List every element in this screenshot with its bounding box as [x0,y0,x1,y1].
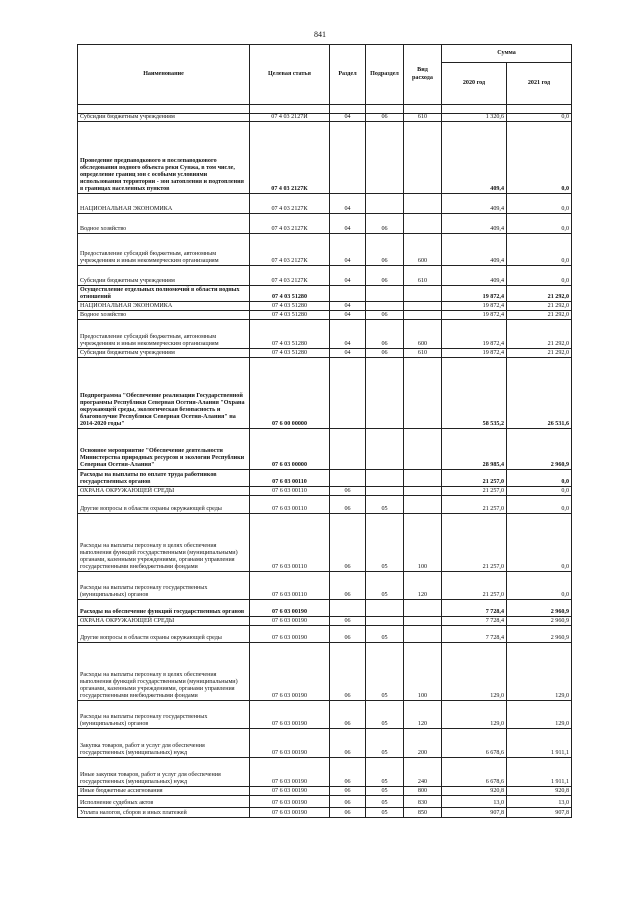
row-sum-2020-cell: 21 257,0 [442,487,507,496]
row-expense-type-cell [404,311,442,320]
row-subsection-cell: 05 [366,796,404,808]
row-sum-2020-cell: 28 985,4 [442,429,507,470]
row-sum-2021-cell: 0,0 [507,572,572,600]
row-subsection-cell [366,286,404,302]
row-sum-2020-cell: 409,4 [442,214,507,234]
row-sum-2020-cell: 129,0 [442,643,507,701]
row-section-cell: 06 [330,796,366,808]
table-row [78,496,572,514]
row-section-cell: 06 [330,496,366,514]
table-row [78,286,572,302]
row-name-cell: Расходы на выплаты персоналу государственных (муниципальных) органов [78,572,250,600]
row-section-cell: 04 [330,320,366,349]
table-row [78,600,572,617]
row-name-cell: Расходы на выплаты персоналу в целях обеспечения выполнения функций государственными (муниципальными) органами, казенными учреждениями, органами управления государственными внебюджетными фондами [78,514,250,572]
row-section-cell: 04 [330,302,366,311]
row-name-cell: Субсидии бюджетным учреждениям [78,349,250,358]
row-section-cell: 04 [330,194,366,214]
row-name-cell: НАЦИОНАЛЬНАЯ ЭКОНОМИКА [78,302,250,311]
table-row [78,701,572,729]
row-expense-type-cell [404,626,442,643]
row-section-cell: 04 [330,311,366,320]
table-row [78,349,572,358]
row-subsection-cell: 05 [366,787,404,796]
row-section-cell [330,600,366,617]
header-name: Наименование [78,45,250,105]
row-section-cell: 06 [330,729,366,758]
row-sum-2021-cell: 1 911,1 [507,758,572,787]
row-section-cell [330,470,366,487]
row-expense-type-cell: 610 [404,266,442,286]
table-row [78,626,572,643]
row-section-cell: 04 [330,266,366,286]
row-sum-2020-cell: 21 257,0 [442,572,507,600]
table-row [78,194,572,214]
row-sum-2020-cell: 21 257,0 [442,496,507,514]
table-row [78,808,572,818]
row-expense-type-cell [404,358,442,429]
row-sum-2020-cell: 6 678,6 [442,729,507,758]
row-sum-2020-cell: 13,0 [442,796,507,808]
row-target-code-cell: 07 4 03 2127К [250,234,330,266]
row-section-cell: 06 [330,514,366,572]
row-target-code-cell: 07 6 03 00110 [250,572,330,600]
row-name-cell: Иные закупки товаров, работ и услуг для обеспечения государственных (муниципальных) нужд [78,758,250,787]
row-target-code-cell: 07 6 03 00110 [250,496,330,514]
row-section-cell: 06 [330,758,366,787]
row-name-cell: Предоставление субсидий бюджетным, автономным учреждениям и иным некоммерческим организациям [78,234,250,266]
row-section-cell [330,429,366,470]
row-subsection-cell [366,617,404,626]
table-row [78,643,572,701]
table-row [78,470,572,487]
row-sum-2020-cell: 7 728,4 [442,600,507,617]
budget-table [77,44,572,818]
row-subsection-cell: 05 [366,514,404,572]
row-expense-type-cell: 120 [404,701,442,729]
row-expense-type-cell: 100 [404,514,442,572]
row-name-cell: НАЦИОНАЛЬНАЯ ЭКОНОМИКА [78,194,250,214]
row-expense-type-cell [404,194,442,214]
row-name-cell: Иные бюджетные ассигнования [78,787,250,796]
table-row [78,234,572,266]
row-target-code-cell: 07 4 03 51280 [250,349,330,358]
row-sum-2020-cell: 7 728,4 [442,626,507,643]
row-expense-type-cell: 830 [404,796,442,808]
row-subsection-cell [366,358,404,429]
row-sum-2021-cell: 0,0 [507,487,572,496]
row-expense-type-cell: 610 [404,349,442,358]
row-sum-2020-cell: 21 257,0 [442,470,507,487]
row-expense-type-cell [404,470,442,487]
table-row [78,214,572,234]
row-name-cell: Исполнение судебных актов [78,796,250,808]
row-subsection-cell [366,487,404,496]
row-subsection-cell: 05 [366,729,404,758]
row-sum-2021-cell: 13,0 [507,796,572,808]
row-subsection-cell: 05 [366,808,404,818]
row-section-cell: 04 [330,214,366,234]
header-year-2020: 2020 год [442,63,507,105]
row-subsection-cell [366,600,404,617]
table-header [78,45,572,114]
row-target-code-cell: 07 6 03 00190 [250,626,330,643]
row-section-cell: 06 [330,617,366,626]
row-sum-2021-cell: 0,0 [507,234,572,266]
row-expense-type-cell: 120 [404,572,442,600]
row-expense-type-cell [404,617,442,626]
table-row [78,122,572,194]
row-sum-2020-cell: 907,8 [442,808,507,818]
table-body [78,114,572,818]
row-sum-2021-cell: 0,0 [507,214,572,234]
row-sum-2021-cell: 0,0 [507,194,572,214]
row-name-cell: ОХРАНА ОКРУЖАЮЩЕЙ СРЕДЫ [78,617,250,626]
row-name-cell: Осуществление отдельных полномочий в области водных отношений [78,286,250,302]
table-row [78,311,572,320]
row-section-cell: 06 [330,572,366,600]
row-section-cell: 06 [330,643,366,701]
row-expense-type-cell [404,496,442,514]
row-name-cell: Проведение предпаводкового и послепаводкового обследования водного объекта реки Сунжа, в том числе, определение границ зон с особыми условиями использования территории - зон затопления и подтопления в границах населенных пунктов [78,122,250,194]
row-subsection-cell: 06 [366,349,404,358]
row-subsection-cell: 05 [366,572,404,600]
row-expense-type-cell [404,302,442,311]
table-row [78,617,572,626]
row-target-code-cell: 07 6 03 00190 [250,758,330,787]
table-row [78,358,572,429]
row-subsection-cell: 06 [366,320,404,349]
row-target-code-cell: 07 6 03 00190 [250,617,330,626]
row-sum-2021-cell: 21 292,0 [507,349,572,358]
row-sum-2021-cell: 2 960,9 [507,600,572,617]
row-section-cell: 06 [330,808,366,818]
row-expense-type-cell [404,214,442,234]
row-target-code-cell: 07 6 03 00190 [250,787,330,796]
row-section-cell: 06 [330,487,366,496]
row-sum-2021-cell: 129,0 [507,643,572,701]
row-sum-2020-cell: 920,8 [442,787,507,796]
row-target-code-cell: 07 4 03 51280 [250,302,330,311]
row-name-cell: Субсидии бюджетным учреждениям [78,266,250,286]
table-row [78,429,572,470]
row-sum-2020-cell: 409,4 [442,122,507,194]
row-section-cell: 04 [330,349,366,358]
row-name-cell: Расходы на выплаты по оплате труда работников государственных органов [78,470,250,487]
row-sum-2021-cell: 0,0 [507,514,572,572]
row-expense-type-cell: 240 [404,758,442,787]
row-sum-2021-cell: 920,8 [507,787,572,796]
row-sum-2020-cell: 7 728,4 [442,617,507,626]
spacer-cell [250,105,330,114]
spacer-cell [330,105,366,114]
row-target-code-cell: 07 4 03 51280 [250,286,330,302]
row-subsection-cell [366,429,404,470]
row-sum-2021-cell: 2 960,9 [507,429,572,470]
row-sum-2020-cell: 19 872,4 [442,286,507,302]
row-expense-type-cell [404,122,442,194]
row-expense-type-cell: 800 [404,787,442,796]
row-subsection-cell: 06 [366,214,404,234]
row-section-cell [330,358,366,429]
spacer-cell [507,105,572,114]
row-target-code-cell: 07 6 00 00000 [250,358,330,429]
row-target-code-cell: 07 6 03 00110 [250,487,330,496]
row-sum-2020-cell: 19 872,4 [442,349,507,358]
page-number: 841 [314,30,326,39]
spacer-cell [366,105,404,114]
header-year-2021: 2021 год [507,63,572,105]
row-sum-2021-cell: 0,0 [507,266,572,286]
row-name-cell: Закупка товаров, работ и услуг для обеспечения государственных (муниципальных) нужд [78,729,250,758]
row-name-cell: Водное хозяйство [78,214,250,234]
row-section-cell [330,122,366,194]
row-name-cell: Другие вопросы в области охраны окружающей среды [78,626,250,643]
header-section: Раздел [330,45,366,105]
row-expense-type-cell [404,600,442,617]
row-sum-2021-cell: 21 292,0 [507,311,572,320]
row-subsection-cell: 06 [366,266,404,286]
row-name-cell: Уплата налогов, сборов и иных платежей [78,808,250,818]
table-row [78,572,572,600]
row-sum-2021-cell: 907,8 [507,808,572,818]
row-expense-type-cell [404,286,442,302]
row-section-cell: 06 [330,626,366,643]
row-sum-2021-cell: 0,0 [507,470,572,487]
row-target-code-cell: 07 4 03 2127И [250,114,330,122]
row-sum-2021-cell: 0,0 [507,114,572,122]
table-row [78,114,572,122]
table-row [78,514,572,572]
table-row [78,266,572,286]
row-sum-2021-cell: 0,0 [507,122,572,194]
row-name-cell: Предоставление субсидий бюджетным, автономным учреждениям и иным некоммерческим организациям [78,320,250,349]
row-subsection-cell: 06 [366,114,404,122]
row-sum-2020-cell: 19 872,4 [442,311,507,320]
row-expense-type-cell: 600 [404,234,442,266]
row-section-cell: 04 [330,114,366,122]
row-expense-type-cell: 200 [404,729,442,758]
row-target-code-cell: 07 6 03 00000 [250,429,330,470]
spacer-cell [442,105,507,114]
row-target-code-cell: 07 4 03 2127К [250,194,330,214]
row-sum-2021-cell: 21 292,0 [507,320,572,349]
header-subsection: Подраздел [366,45,404,105]
row-sum-2020-cell: 129,0 [442,701,507,729]
row-target-code-cell: 07 6 03 00190 [250,600,330,617]
row-sum-2020-cell: 19 872,4 [442,302,507,311]
row-target-code-cell: 07 6 03 00190 [250,701,330,729]
row-target-code-cell: 07 4 03 2127К [250,214,330,234]
budget-table-container [77,44,571,818]
table-row [78,729,572,758]
table-row [78,758,572,787]
row-name-cell: Основное мероприятие "Обеспечение деятельности Министерства природных ресурсов и экологии Республики Северная Осетия-Алания" [78,429,250,470]
table-row [78,787,572,796]
row-sum-2021-cell: 129,0 [507,701,572,729]
header-expense-type: Вид расхода [404,45,442,105]
row-expense-type-cell: 610 [404,114,442,122]
table-row [78,320,572,349]
row-name-cell: Водное хозяйство [78,311,250,320]
row-subsection-cell [366,302,404,311]
header-sum: Сумма [442,45,572,63]
row-subsection-cell: 05 [366,496,404,514]
table-row [78,487,572,496]
row-section-cell [330,286,366,302]
row-target-code-cell: 07 6 03 00190 [250,643,330,701]
table-row [78,302,572,311]
row-name-cell: Субсидии бюджетным учреждениям [78,114,250,122]
row-target-code-cell: 07 6 03 00110 [250,470,330,487]
row-expense-type-cell: 600 [404,320,442,349]
row-sum-2020-cell: 6 678,6 [442,758,507,787]
row-target-code-cell: 07 4 03 51280 [250,311,330,320]
row-sum-2020-cell: 409,4 [442,266,507,286]
table-row [78,796,572,808]
row-sum-2021-cell: 26 531,6 [507,358,572,429]
row-subsection-cell: 05 [366,643,404,701]
row-name-cell: Расходы на обеспечение функций государственных органов [78,600,250,617]
header-target: Целевая статья [250,45,330,105]
row-sum-2021-cell: 0,0 [507,496,572,514]
row-name-cell: Другие вопросы в области охраны окружающей среды [78,496,250,514]
row-sum-2021-cell: 21 292,0 [507,302,572,311]
row-sum-2020-cell: 409,4 [442,194,507,214]
row-sum-2020-cell: 58 535,2 [442,358,507,429]
row-subsection-cell: 06 [366,311,404,320]
row-sum-2020-cell: 21 257,0 [442,514,507,572]
row-sum-2020-cell: 19 872,4 [442,320,507,349]
row-expense-type-cell [404,487,442,496]
row-target-code-cell: 07 4 03 51280 [250,320,330,349]
row-name-cell: Расходы на выплаты персоналу государственных (муниципальных) органов [78,701,250,729]
row-subsection-cell: 05 [366,626,404,643]
row-target-code-cell: 07 6 03 00110 [250,514,330,572]
row-expense-type-cell [404,429,442,470]
row-name-cell: Расходы на выплаты персоналу в целях обеспечения выполнения функций государственными (муниципальными) органами, казенными учреждениями, органами управления государственными внебюджетными фондами [78,643,250,701]
row-section-cell: 04 [330,234,366,266]
row-target-code-cell: 07 6 03 00190 [250,796,330,808]
row-section-cell: 06 [330,701,366,729]
row-name-cell: Подпрограмма "Обеспечение реализации Государственной программы Республики Северная Осетия-Алания "Охрана окружающей среды, экологическая безопасность и благополучие Республики Северная Осетия-Алания" на 2014-2020 годы" [78,358,250,429]
row-subsection-cell [366,194,404,214]
row-target-code-cell: 07 6 03 00190 [250,808,330,818]
row-sum-2021-cell: 2 960,9 [507,626,572,643]
row-subsection-cell: 06 [366,234,404,266]
row-target-code-cell: 07 4 03 2127К [250,122,330,194]
row-name-cell: ОХРАНА ОКРУЖАЮЩЕЙ СРЕДЫ [78,487,250,496]
row-subsection-cell: 05 [366,758,404,787]
row-target-code-cell: 07 4 03 2127К [250,266,330,286]
row-sum-2020-cell: 409,4 [442,234,507,266]
row-target-code-cell: 07 6 03 00190 [250,729,330,758]
row-subsection-cell [366,122,404,194]
row-sum-2021-cell: 21 292,0 [507,286,572,302]
row-subsection-cell: 05 [366,701,404,729]
row-sum-2020-cell: 1 320,6 [442,114,507,122]
row-expense-type-cell: 100 [404,643,442,701]
spacer-cell [404,105,442,114]
row-sum-2021-cell: 2 960,9 [507,617,572,626]
row-sum-2021-cell: 1 911,1 [507,729,572,758]
row-expense-type-cell: 850 [404,808,442,818]
row-section-cell: 06 [330,787,366,796]
spacer-cell [78,105,250,114]
row-subsection-cell [366,470,404,487]
